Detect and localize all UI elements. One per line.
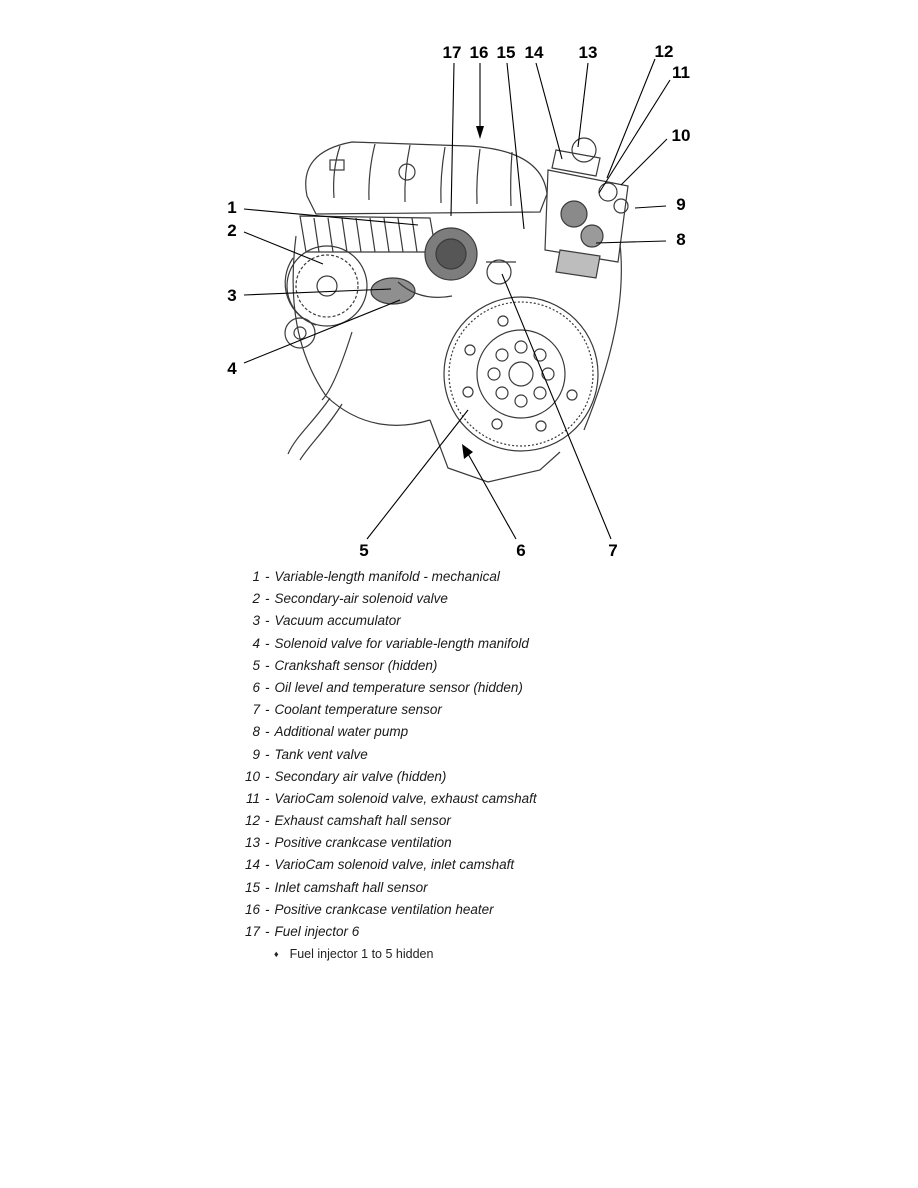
legend-separator: - [265,569,270,584]
legend-separator: - [265,835,270,851]
legend-separator: - [265,813,270,829]
legend-item-17 [238,921,838,943]
legend-item-number: 10 [244,768,260,784]
legend-item-15 [238,877,838,899]
legend-separator: - [265,768,270,784]
legend-item-label: Inlet camshaft hall sensor [274,879,428,895]
callout-9: 9 [676,195,686,214]
callout-11: 11 [672,63,690,82]
legend-separator: - [265,657,270,673]
legend-item-16 [238,899,838,921]
diamond-bullet-icon: ♦ [274,949,279,960]
legend-separator: - [265,790,270,806]
callout-4: 4 [227,359,237,378]
legend-item-number: 7 [252,702,260,718]
legend-item-label: Positive crankcase ventilation [274,835,452,851]
legend-item-14 [238,854,838,876]
legend-item-label: Additional water pump [274,724,409,740]
legend-item-number: 9 [252,746,260,762]
legend-separator: - [265,901,270,917]
legend-item-label: Crankshaft sensor (hidden) [274,657,438,673]
legend-item-number: 13 [244,835,260,851]
legend-item-label: VarioCam solenoid valve, inlet camshaft [274,857,515,873]
legend-item-13 [238,832,838,854]
legend-item-number: 5 [252,657,260,673]
legend-item-number: 11 [245,790,260,806]
legend-item-12 [238,810,838,832]
legend-item-number: 3 [252,613,260,629]
legend-item-label: VarioCam solenoid valve, exhaust camshaft [274,790,537,806]
legend-item-number: 8 [252,724,260,740]
engine-diagram [0,0,918,566]
legend-item-label: Exhaust camshaft hall sensor [274,813,451,829]
callout-14: 14 [524,43,544,62]
callout-5: 5 [359,541,369,560]
legend-separator: - [265,924,270,939]
callout-10: 10 [671,126,691,145]
legend-item-10 [238,766,838,788]
legend-separator: - [265,857,270,873]
callout-1: 1 [227,198,237,217]
callout-16: 16 [469,43,489,62]
callout-6: 6 [516,541,526,560]
legend-item-number: 12 [244,813,260,829]
leader-arrowheads [462,126,484,459]
legend-item-label: Positive crankcase ventilation heater [274,901,494,917]
legend-item-7 [238,699,838,721]
legend-item-label: Coolant temperature sensor [274,702,442,718]
legend-item-label: Fuel injector 6 [274,924,360,939]
callout-15: 15 [496,43,516,62]
legend-item-number: 2 [252,591,260,607]
legend-separator: - [265,635,270,651]
legend-note [274,943,838,965]
legend-separator: - [265,591,270,607]
legend-item-label: Tank vent valve [274,746,368,762]
legend-item-5 [238,655,838,677]
legend-item-6 [238,677,838,699]
callout-17: 17 [442,43,462,62]
legend-item-number: 4 [252,635,260,651]
legend-item-4 [238,633,838,655]
legend-item-number: 17 [244,924,260,939]
callout-13: 13 [578,43,598,62]
legend-item-label: Secondary-air solenoid valve [274,591,448,607]
engine-illustration [0,0,918,566]
legend-item-number: 14 [244,857,260,873]
legend-item-number: 6 [252,679,260,695]
leader-lines [244,59,670,539]
engine-line-art [285,138,628,482]
callout-7: 7 [608,541,618,560]
legend-item-label: Secondary air valve (hidden) [274,768,447,784]
callout-3: 3 [227,286,237,305]
legend-separator: - [265,679,270,695]
legend-separator: - [265,702,270,718]
legend-item-label: Oil level and temperature sensor (hidden) [274,679,523,695]
legend-note-text: Fuel injector 1 to 5 hidden [289,947,434,962]
legend-separator: - [265,613,270,629]
callout-8: 8 [676,230,686,249]
legend-separator: - [265,724,270,740]
legend-item-3 [238,610,838,632]
legend-item-number: 16 [244,901,260,917]
legend-item-8 [238,721,838,743]
legend-item-number: 1 [252,569,260,584]
legend-item-label: Solenoid valve for variable-length manifold [274,635,529,651]
legend-separator: - [265,746,270,762]
legend-separator: - [265,879,270,895]
legend-item-1 [238,566,838,588]
callout-2: 2 [227,221,237,240]
legend-item-number: 15 [244,879,260,895]
legend-item-label: Variable-length manifold - mechanical [274,569,500,584]
legend [238,566,838,965]
legend-item-9 [238,744,838,766]
legend-item-11 [238,788,838,810]
legend-item-2 [238,588,838,610]
legend-item-label: Vacuum accumulator [274,613,401,629]
callout-12: 12 [654,42,674,61]
